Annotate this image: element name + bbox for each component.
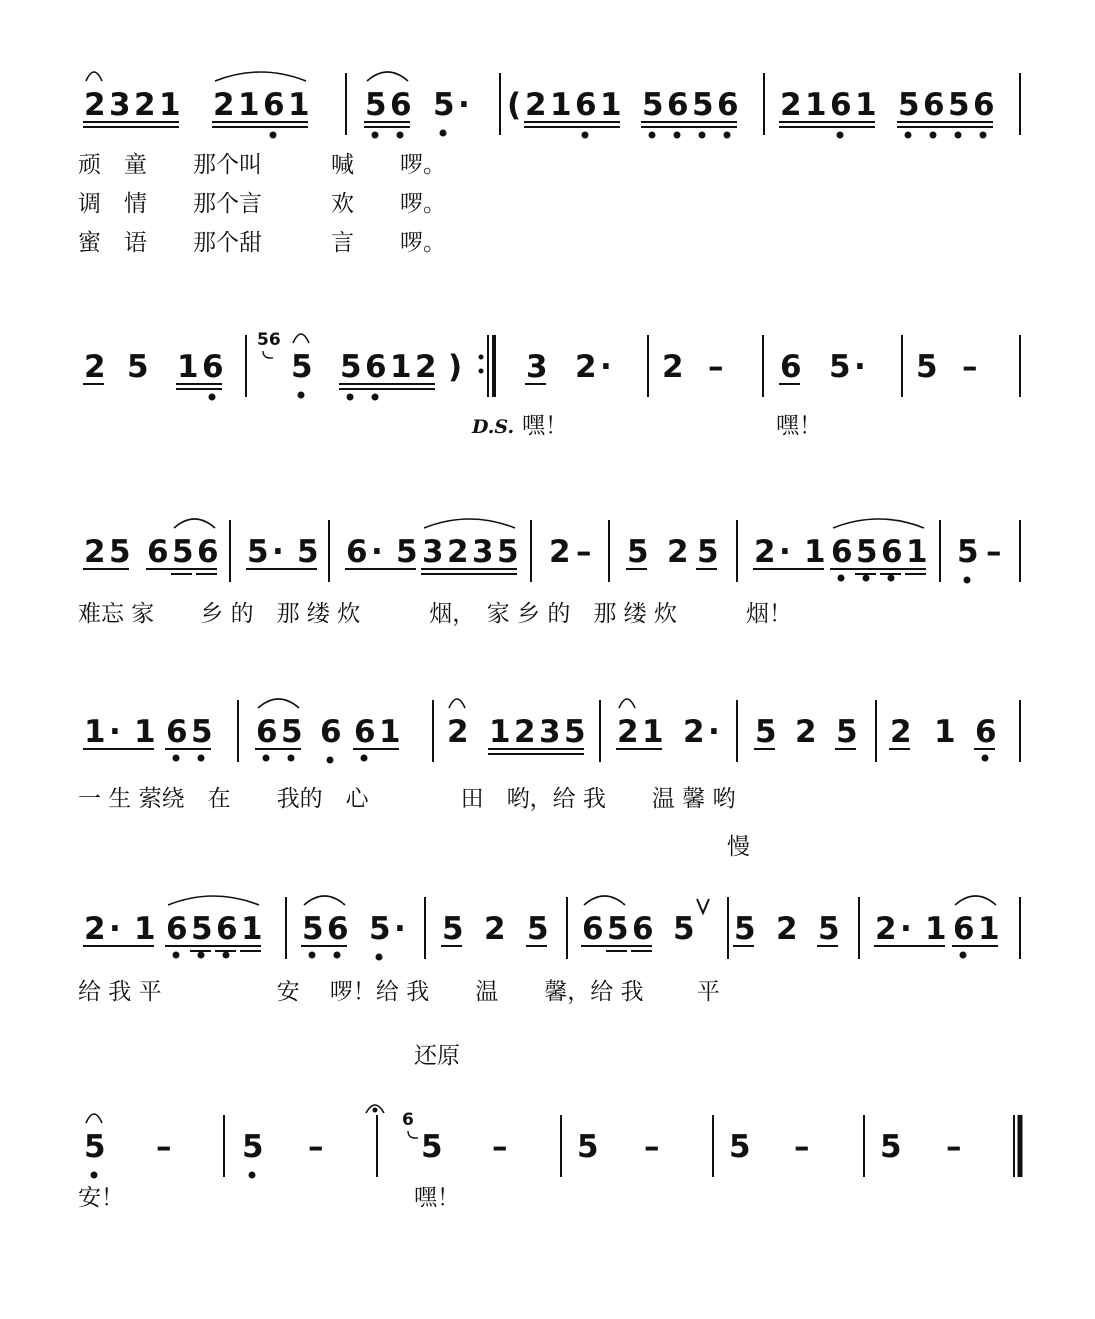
grace-note: 56 [257, 330, 281, 350]
note: 5 [340, 349, 362, 385]
note: 5 [898, 87, 920, 123]
slur [293, 334, 309, 343]
note-group [952, 896, 1000, 959]
note-group [339, 349, 437, 401]
low-octave-dot [372, 394, 379, 401]
note-group [874, 911, 947, 947]
slur [619, 699, 635, 708]
low-octave-dot [309, 952, 316, 959]
system-5 [78, 896, 1020, 1069]
lyric-line: 一 生 萦绕 在 我的 心 田 哟，给 我 温 馨 哟 [78, 786, 736, 812]
note-group [829, 349, 866, 385]
note: 1 [489, 714, 511, 750]
note: 1 [238, 87, 260, 123]
slur [258, 699, 299, 708]
slur [584, 896, 625, 905]
system-2 [83, 330, 1020, 439]
repeat-dot [479, 369, 484, 374]
note: 6 [346, 534, 368, 570]
slur [424, 519, 515, 528]
note: 1 [159, 87, 181, 123]
lyric-line: 顽 童 那个叫 喊 啰。 [78, 152, 446, 178]
low-octave-dot [699, 132, 706, 139]
note-group [83, 714, 156, 750]
note: ( [507, 87, 522, 123]
note: – [644, 1129, 660, 1165]
low-octave-dot [674, 132, 681, 139]
note: 2 [795, 714, 817, 750]
low-octave-dot [955, 132, 962, 139]
note: 5 [880, 1129, 902, 1165]
note: 5 [109, 534, 131, 570]
note: 6 [575, 87, 597, 123]
note-group [626, 534, 649, 570]
note-group [962, 349, 978, 385]
note: 5 [829, 349, 851, 385]
note: 6 [354, 714, 376, 750]
note: 3 [472, 534, 494, 570]
note: 5 [369, 911, 391, 947]
note-group [364, 72, 412, 139]
note: 5 [564, 714, 586, 750]
note: 6 [830, 87, 852, 123]
note: – [986, 534, 1002, 570]
note: 5 [365, 87, 387, 123]
low-octave-dot [982, 755, 989, 762]
note-group [156, 1129, 172, 1165]
note-group [897, 87, 995, 139]
low-octave-dot [582, 132, 589, 139]
note: 2 [754, 534, 776, 570]
note: 5 [755, 714, 777, 750]
note: 6 [831, 534, 853, 570]
note-group [696, 534, 719, 570]
note: · [371, 534, 383, 570]
note: 1 [805, 87, 827, 123]
slur [168, 896, 259, 905]
note: – [576, 534, 592, 570]
note-group [830, 519, 928, 582]
note-group [353, 714, 401, 762]
note: 6 [197, 534, 219, 570]
slur [86, 1114, 102, 1123]
note-group [448, 349, 462, 385]
note: 5 [734, 911, 756, 947]
note-group [212, 72, 310, 139]
note-group [753, 534, 826, 570]
breath-mark [697, 899, 709, 913]
lyric-line: 嘿！ [776, 413, 822, 439]
low-octave-dot [649, 132, 656, 139]
note: 5 [433, 87, 455, 123]
lyric-line: 嘿！ [414, 1185, 460, 1211]
note-group [776, 911, 798, 947]
note: – [708, 349, 724, 385]
note: 1 [925, 911, 947, 947]
dal-segno-mark: D.S. [472, 416, 515, 438]
note: 6 [780, 349, 802, 385]
note-group [308, 1129, 324, 1165]
note: 2 [84, 349, 106, 385]
note: – [156, 1129, 172, 1165]
note: 1 [642, 714, 664, 750]
note-group [441, 911, 464, 947]
note: 3 [109, 87, 131, 123]
slur [367, 72, 408, 81]
note-group [447, 699, 469, 750]
note-group [524, 87, 622, 139]
note-group [683, 714, 720, 750]
note: 2 [84, 911, 106, 947]
lyric-line: 给 我 平 安 啰！给 我 温 馨，给 我 平 [78, 979, 720, 1005]
note: 6 [256, 714, 278, 750]
note-group [165, 896, 263, 959]
note-group [525, 349, 548, 385]
note-group [549, 534, 571, 570]
low-octave-dot [173, 755, 180, 762]
note: 5 [281, 714, 303, 750]
note: 1 [550, 87, 572, 123]
note: 5 [916, 349, 938, 385]
note: 1 [934, 714, 956, 750]
note: 6 [390, 87, 412, 123]
note: 6 [953, 911, 975, 947]
slur [449, 699, 465, 708]
low-octave-dot [334, 952, 341, 959]
note: 1 [288, 87, 310, 123]
note: 6 [327, 911, 349, 947]
note-group [526, 911, 549, 947]
lyric-line: 还原 [414, 1043, 460, 1069]
note: 2 [447, 714, 469, 750]
note: 1 [134, 714, 156, 750]
note: 2 [776, 911, 798, 947]
note: 2 [662, 349, 684, 385]
low-octave-dot [930, 132, 937, 139]
note-group [754, 714, 777, 750]
note-group [146, 519, 219, 574]
note: 5 [84, 1129, 106, 1165]
low-octave-dot [327, 757, 334, 764]
note-group [729, 1129, 751, 1165]
note: 1 [804, 534, 826, 570]
low-octave-dot [347, 394, 354, 401]
note-group [433, 87, 470, 137]
note-group [880, 1129, 902, 1165]
note: 5 [242, 1129, 264, 1165]
note-group [84, 1114, 106, 1179]
note: 5 [818, 911, 840, 947]
note-group [934, 714, 956, 750]
note-group [662, 349, 684, 385]
note: 6 [582, 911, 604, 947]
grace-hook [263, 351, 273, 358]
note-group [946, 1129, 962, 1165]
note: 2 [84, 87, 106, 123]
note: 3 [539, 714, 561, 750]
note: – [492, 1129, 508, 1165]
note: · [458, 87, 470, 123]
note: · [394, 911, 406, 947]
note: 2 [447, 534, 469, 570]
note: 1 [978, 911, 1000, 947]
note-group [667, 534, 689, 570]
low-octave-dot [960, 952, 967, 959]
note: 6 [166, 714, 188, 750]
note-group [957, 534, 979, 584]
note: 5 [302, 911, 324, 947]
note: 5 [577, 1129, 599, 1165]
note: 5 [247, 534, 269, 570]
note: 6 [202, 349, 224, 385]
low-octave-dot [724, 132, 731, 139]
low-octave-dot [980, 132, 987, 139]
note: 6 [216, 911, 238, 947]
note: 6 [632, 911, 654, 947]
note: 1 [390, 349, 412, 385]
note-group [889, 714, 912, 750]
system-4 [78, 699, 1020, 860]
note-group [165, 714, 213, 762]
note: 2 [683, 714, 705, 750]
low-octave-dot [209, 394, 216, 401]
note-group [673, 911, 695, 947]
note-group [421, 519, 519, 574]
note: · [708, 714, 720, 750]
note: · [272, 534, 284, 570]
note: 5 [297, 534, 319, 570]
note-group [576, 534, 592, 570]
note: 2 [84, 534, 106, 570]
note: 5 [607, 911, 629, 947]
note-group [83, 72, 181, 127]
note: 5 [291, 349, 313, 385]
grace-hook [408, 1131, 418, 1138]
note: 6 [975, 714, 997, 750]
low-octave-dot [249, 1172, 256, 1179]
note-group [301, 896, 349, 959]
low-octave-dot [198, 952, 205, 959]
note-group [986, 534, 1002, 570]
lyric-line: 难忘 家 乡 的 那 缕 炊 烟， 家 乡 的 那 缕 炊 烟！ [78, 601, 792, 627]
note: 5 [396, 534, 418, 570]
note-group [644, 1129, 660, 1165]
lyric-line: 蜜 语 那个甜 言 啰。 [78, 230, 446, 256]
slur [174, 519, 215, 528]
note-group [176, 349, 224, 401]
low-octave-dot [91, 1172, 98, 1179]
note: 2 [525, 87, 547, 123]
system-1 [78, 72, 1020, 256]
note: · [600, 349, 612, 385]
note: 5 [729, 1129, 751, 1165]
slur [304, 896, 345, 905]
note: 5 [692, 87, 714, 123]
lyric-line: 调 情 那个言 欢 啰。 [78, 191, 446, 217]
note: 5 [627, 534, 649, 570]
note-group [916, 349, 938, 385]
grace-note: 6 [402, 1110, 414, 1130]
note: 5 [127, 349, 149, 385]
note: 5 [191, 714, 213, 750]
note-group [242, 1129, 264, 1179]
slur [955, 896, 996, 905]
low-octave-dot [838, 575, 845, 582]
note: 1 [379, 714, 401, 750]
note: 6 [166, 911, 188, 947]
note: 1 [906, 534, 928, 570]
slur [86, 72, 102, 81]
note: · [109, 911, 121, 947]
note: 5 [421, 1129, 443, 1165]
low-octave-dot [964, 577, 971, 584]
note: · [779, 534, 791, 570]
note: 5 [527, 911, 549, 947]
note: – [962, 349, 978, 385]
note: 2 [875, 911, 897, 947]
note-group [641, 87, 739, 139]
note: · [109, 714, 121, 750]
note: · [900, 911, 912, 947]
note-group [779, 87, 877, 139]
note-group [488, 714, 586, 754]
note: 6 [320, 714, 342, 750]
low-octave-dot [263, 755, 270, 762]
note: 1 [855, 87, 877, 123]
lyric-line: 安！ [78, 1185, 124, 1211]
low-octave-dot [837, 132, 844, 139]
note-group [345, 534, 418, 570]
lyric-line: 嘿！ [522, 413, 568, 439]
note: 6 [881, 534, 903, 570]
note: – [794, 1129, 810, 1165]
note: 5 [642, 87, 664, 123]
note-group [795, 714, 817, 750]
low-octave-dot [372, 132, 379, 139]
system-3 [78, 519, 1020, 627]
note: 2 [514, 714, 536, 750]
note-group [255, 699, 303, 762]
note-group [83, 349, 106, 385]
note: 2 [890, 714, 912, 750]
note: 5 [673, 911, 695, 947]
note: 2 [780, 87, 802, 123]
note-group [779, 349, 802, 385]
note: 1 [134, 911, 156, 947]
note-group [421, 1129, 443, 1165]
low-octave-dot [440, 130, 447, 137]
note-group [817, 911, 840, 947]
note: 2 [549, 534, 571, 570]
note: 6 [667, 87, 689, 123]
note: 2 [213, 87, 235, 123]
note-group [794, 1129, 810, 1165]
note-group [127, 349, 149, 385]
note: 5 [172, 534, 194, 570]
note: 6 [717, 87, 739, 123]
note: 5 [497, 534, 519, 570]
note-group [484, 911, 506, 947]
note: 5 [442, 911, 464, 947]
note: 1 [84, 714, 106, 750]
note: 2 [617, 714, 639, 750]
note-group [708, 349, 724, 385]
low-octave-dot [298, 392, 305, 399]
note: 5 [191, 911, 213, 947]
fermata-dot [373, 1108, 378, 1113]
low-octave-dot [888, 575, 895, 582]
repeat-dot [479, 355, 484, 360]
note: 5 [836, 714, 858, 750]
note-group [575, 349, 612, 385]
low-octave-dot [361, 755, 368, 762]
low-octave-dot [376, 954, 383, 961]
note-group [246, 534, 319, 570]
note: 2 [667, 534, 689, 570]
note: ) [448, 349, 463, 385]
note: 6 [147, 534, 169, 570]
note: 5 [856, 534, 878, 570]
note: 2 [575, 349, 597, 385]
note-group [507, 87, 521, 123]
note: 2 [134, 87, 156, 123]
note-group [291, 334, 313, 399]
note-group [577, 1129, 599, 1165]
note: 3 [422, 534, 444, 570]
note: – [946, 1129, 962, 1165]
note: 5 [948, 87, 970, 123]
note: 6 [923, 87, 945, 123]
note: 5 [697, 534, 719, 570]
slur [833, 519, 924, 528]
note-group [369, 911, 406, 961]
low-octave-dot [863, 575, 870, 582]
note-group [492, 1129, 508, 1165]
note-group [733, 911, 756, 947]
low-octave-dot [173, 952, 180, 959]
note: – [308, 1129, 324, 1165]
low-octave-dot [270, 132, 277, 139]
note-group [581, 896, 654, 951]
note: 5 [957, 534, 979, 570]
note-group [83, 534, 131, 570]
note: 1 [241, 911, 263, 947]
slur [215, 72, 306, 81]
note-group [616, 699, 664, 750]
lyric-line: 慢 [727, 834, 750, 860]
note: 6 [365, 349, 387, 385]
note-group [835, 714, 858, 750]
note: · [854, 349, 866, 385]
note-group [974, 714, 997, 762]
note: 2 [484, 911, 506, 947]
low-octave-dot [397, 132, 404, 139]
note: 6 [263, 87, 285, 123]
note: 6 [973, 87, 995, 123]
note: 1 [177, 349, 199, 385]
low-octave-dot [198, 755, 205, 762]
note: 1 [600, 87, 622, 123]
low-octave-dot [223, 952, 230, 959]
note: 3 [526, 349, 548, 385]
note: 2 [415, 349, 437, 385]
note-group [83, 911, 156, 947]
low-octave-dot [288, 755, 295, 762]
system-6 [78, 1105, 1020, 1211]
low-octave-dot [905, 132, 912, 139]
note-group [320, 714, 342, 764]
